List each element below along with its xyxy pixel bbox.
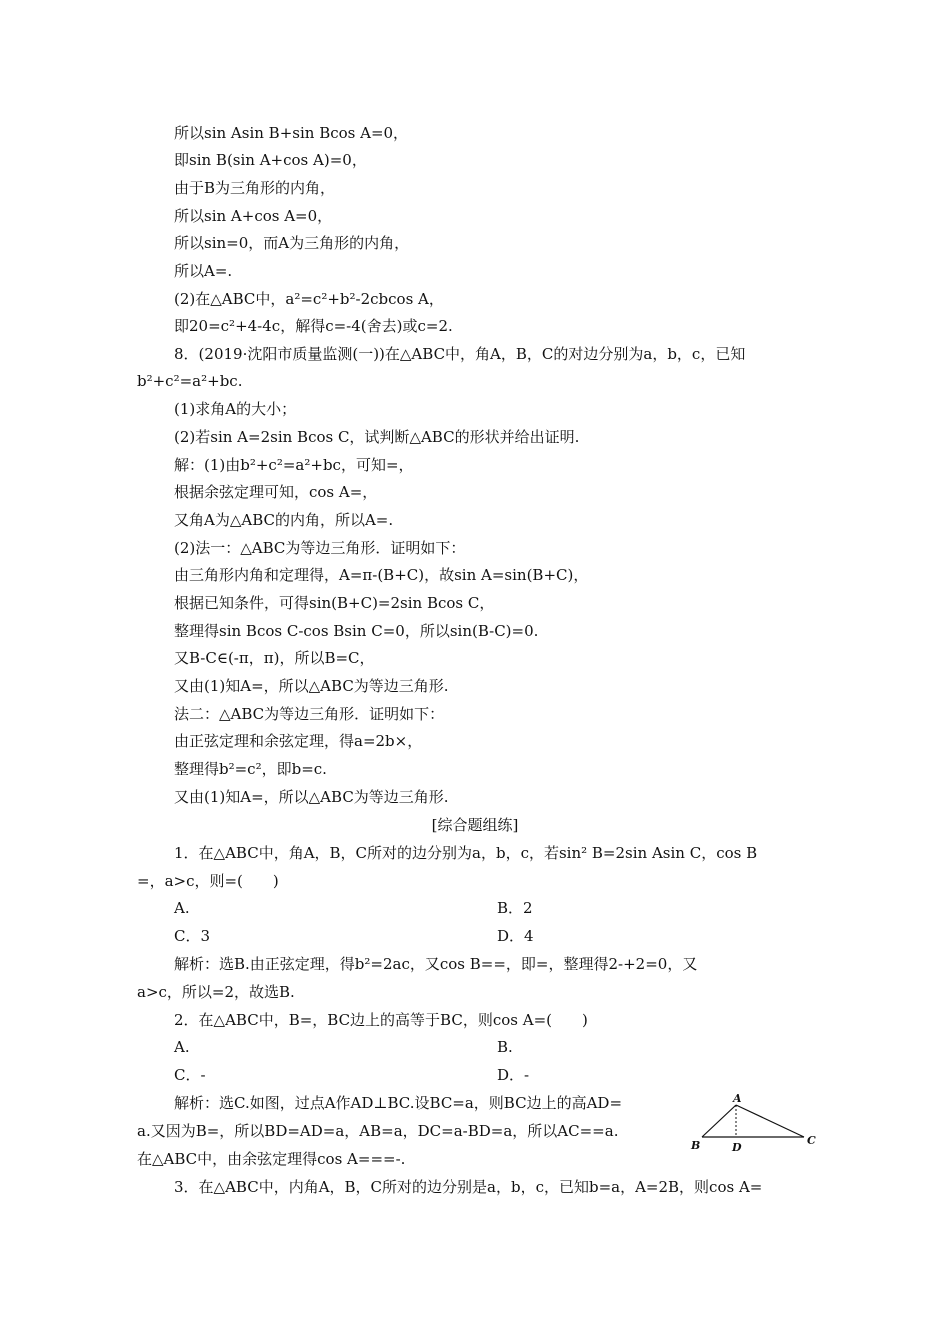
question-2-solution-cont: 在△ABC中，由余弦定理得cos A===-. [137, 1150, 406, 1168]
text-line: 又B-C∈(-π，π)，所以B=C， [174, 649, 375, 667]
question-2-option-b: B. [497, 1038, 513, 1056]
question-1-solution: 解析：选B.由正弦定理，得b²=2ac，又cos B==，即=，整理得2-+2=0，又 [174, 955, 698, 973]
text-line: 又由(1)知A=，所以△ABC为等边三角形. [174, 788, 449, 806]
text-line: 又由(1)知A=，所以△ABC为等边三角形. [174, 677, 449, 695]
text-line: 根据余弦定理可知，cos A=， [174, 483, 378, 501]
side-ab [702, 1105, 736, 1137]
text-line: 又角A为△ABC的内角，所以A=. [174, 511, 394, 529]
question-2-solution-cont: a.又因为B=，所以BD=AD=a，AB=a，DC=a-BD=a，所以AC==a. [137, 1122, 619, 1140]
label-c: C [807, 1134, 816, 1147]
question-1-option-d: D．4 [497, 927, 534, 945]
text-line: 所以sin=0，而A为三角形的内角， [174, 234, 410, 252]
text-line: 由正弦定理和余弦定理，得a=2b×， [174, 732, 423, 750]
question-1-stem-cont: =，a>c，则=( ) [137, 872, 279, 890]
question-1-option-a: A. [174, 899, 190, 917]
question-2-solution: 解析：选C.如图，过点A作AD⊥BC.设BC=a，则BC边上的高AD= [174, 1094, 623, 1112]
text-line: 即20=c²+4-4c，解得c=-4(舍去)或c=2. [174, 317, 453, 335]
triangle-figure [688, 1092, 824, 1156]
question-2-option-a: A. [174, 1038, 190, 1056]
text-line: 整理得sin Bcos C-cos Bsin C=0，所以sin(B-C)=0. [174, 622, 539, 640]
text-line: (1)求角A的大小； [174, 400, 297, 418]
side-ac [736, 1105, 804, 1137]
text-line: 法二：△ABC为等边三角形．证明如下： [174, 705, 445, 723]
question-2-stem: 2．在△ABC中，B=，BC边上的高等于BC，则cos A=( ) [174, 1011, 588, 1029]
text-line: 所以sin A+cos A=0， [174, 207, 333, 225]
text-line: 根据已知条件，可得sin(B+C)=2sin Bcos C， [174, 594, 495, 612]
label-d: D [732, 1141, 742, 1154]
text-line: 解：(1)由b²+c²=a²+bc，可知=， [174, 456, 414, 474]
question-1-option-b: B．2 [497, 899, 533, 917]
text-line: 所以A=. [174, 262, 233, 280]
text-line: (2)在△ABC中，a²=c²+b²-2cbcos A， [174, 290, 444, 308]
text-line: 即sin B(sin A+cos A)=0， [174, 151, 367, 169]
text-line: 整理得b²=c²，即b=c. [174, 760, 327, 778]
text-line: 由于B为三角形的内角， [174, 179, 336, 197]
text-line: b²+c²=a²+bc. [137, 372, 243, 390]
label-b: B [691, 1139, 701, 1152]
text-line: 由三角形内角和定理得，A=π-(B+C)，故sin A=sin(B+C)， [174, 566, 589, 584]
text-line: 所以sin Asin B+sin Bcos A=0， [174, 124, 409, 142]
question-3-stem: 3．在△ABC中，内角A，B，C所对的边分别是a，b，c，已知b=a，A=2B，则cos A= [174, 1178, 763, 1196]
problem-8-stem: 8．(2019·沈阳市质量监测(一))在△ABC中，角A，B，C的对边分别为a，b，c，已知 [174, 345, 746, 363]
text-line: (2)若sin A=2sin Bcos C，试判断△ABC的形状并给出证明. [174, 428, 580, 446]
text-line: (2)法一：△ABC为等边三角形．证明如下： [174, 539, 466, 557]
question-2-option-c: C．- [174, 1066, 206, 1084]
question-2-option-d: D．- [497, 1066, 530, 1084]
section-title: [综合题组练] [431, 816, 519, 834]
question-1-option-c: C．3 [174, 927, 211, 945]
label-a: A [733, 1092, 742, 1105]
question-1-stem: 1．在△ABC中，角A，B，C所对的边分别为a，b，c，若sin² B=2sin Asin C，cos B [174, 844, 758, 862]
question-1-solution-cont: a>c，所以=2，故选B. [137, 983, 295, 1001]
